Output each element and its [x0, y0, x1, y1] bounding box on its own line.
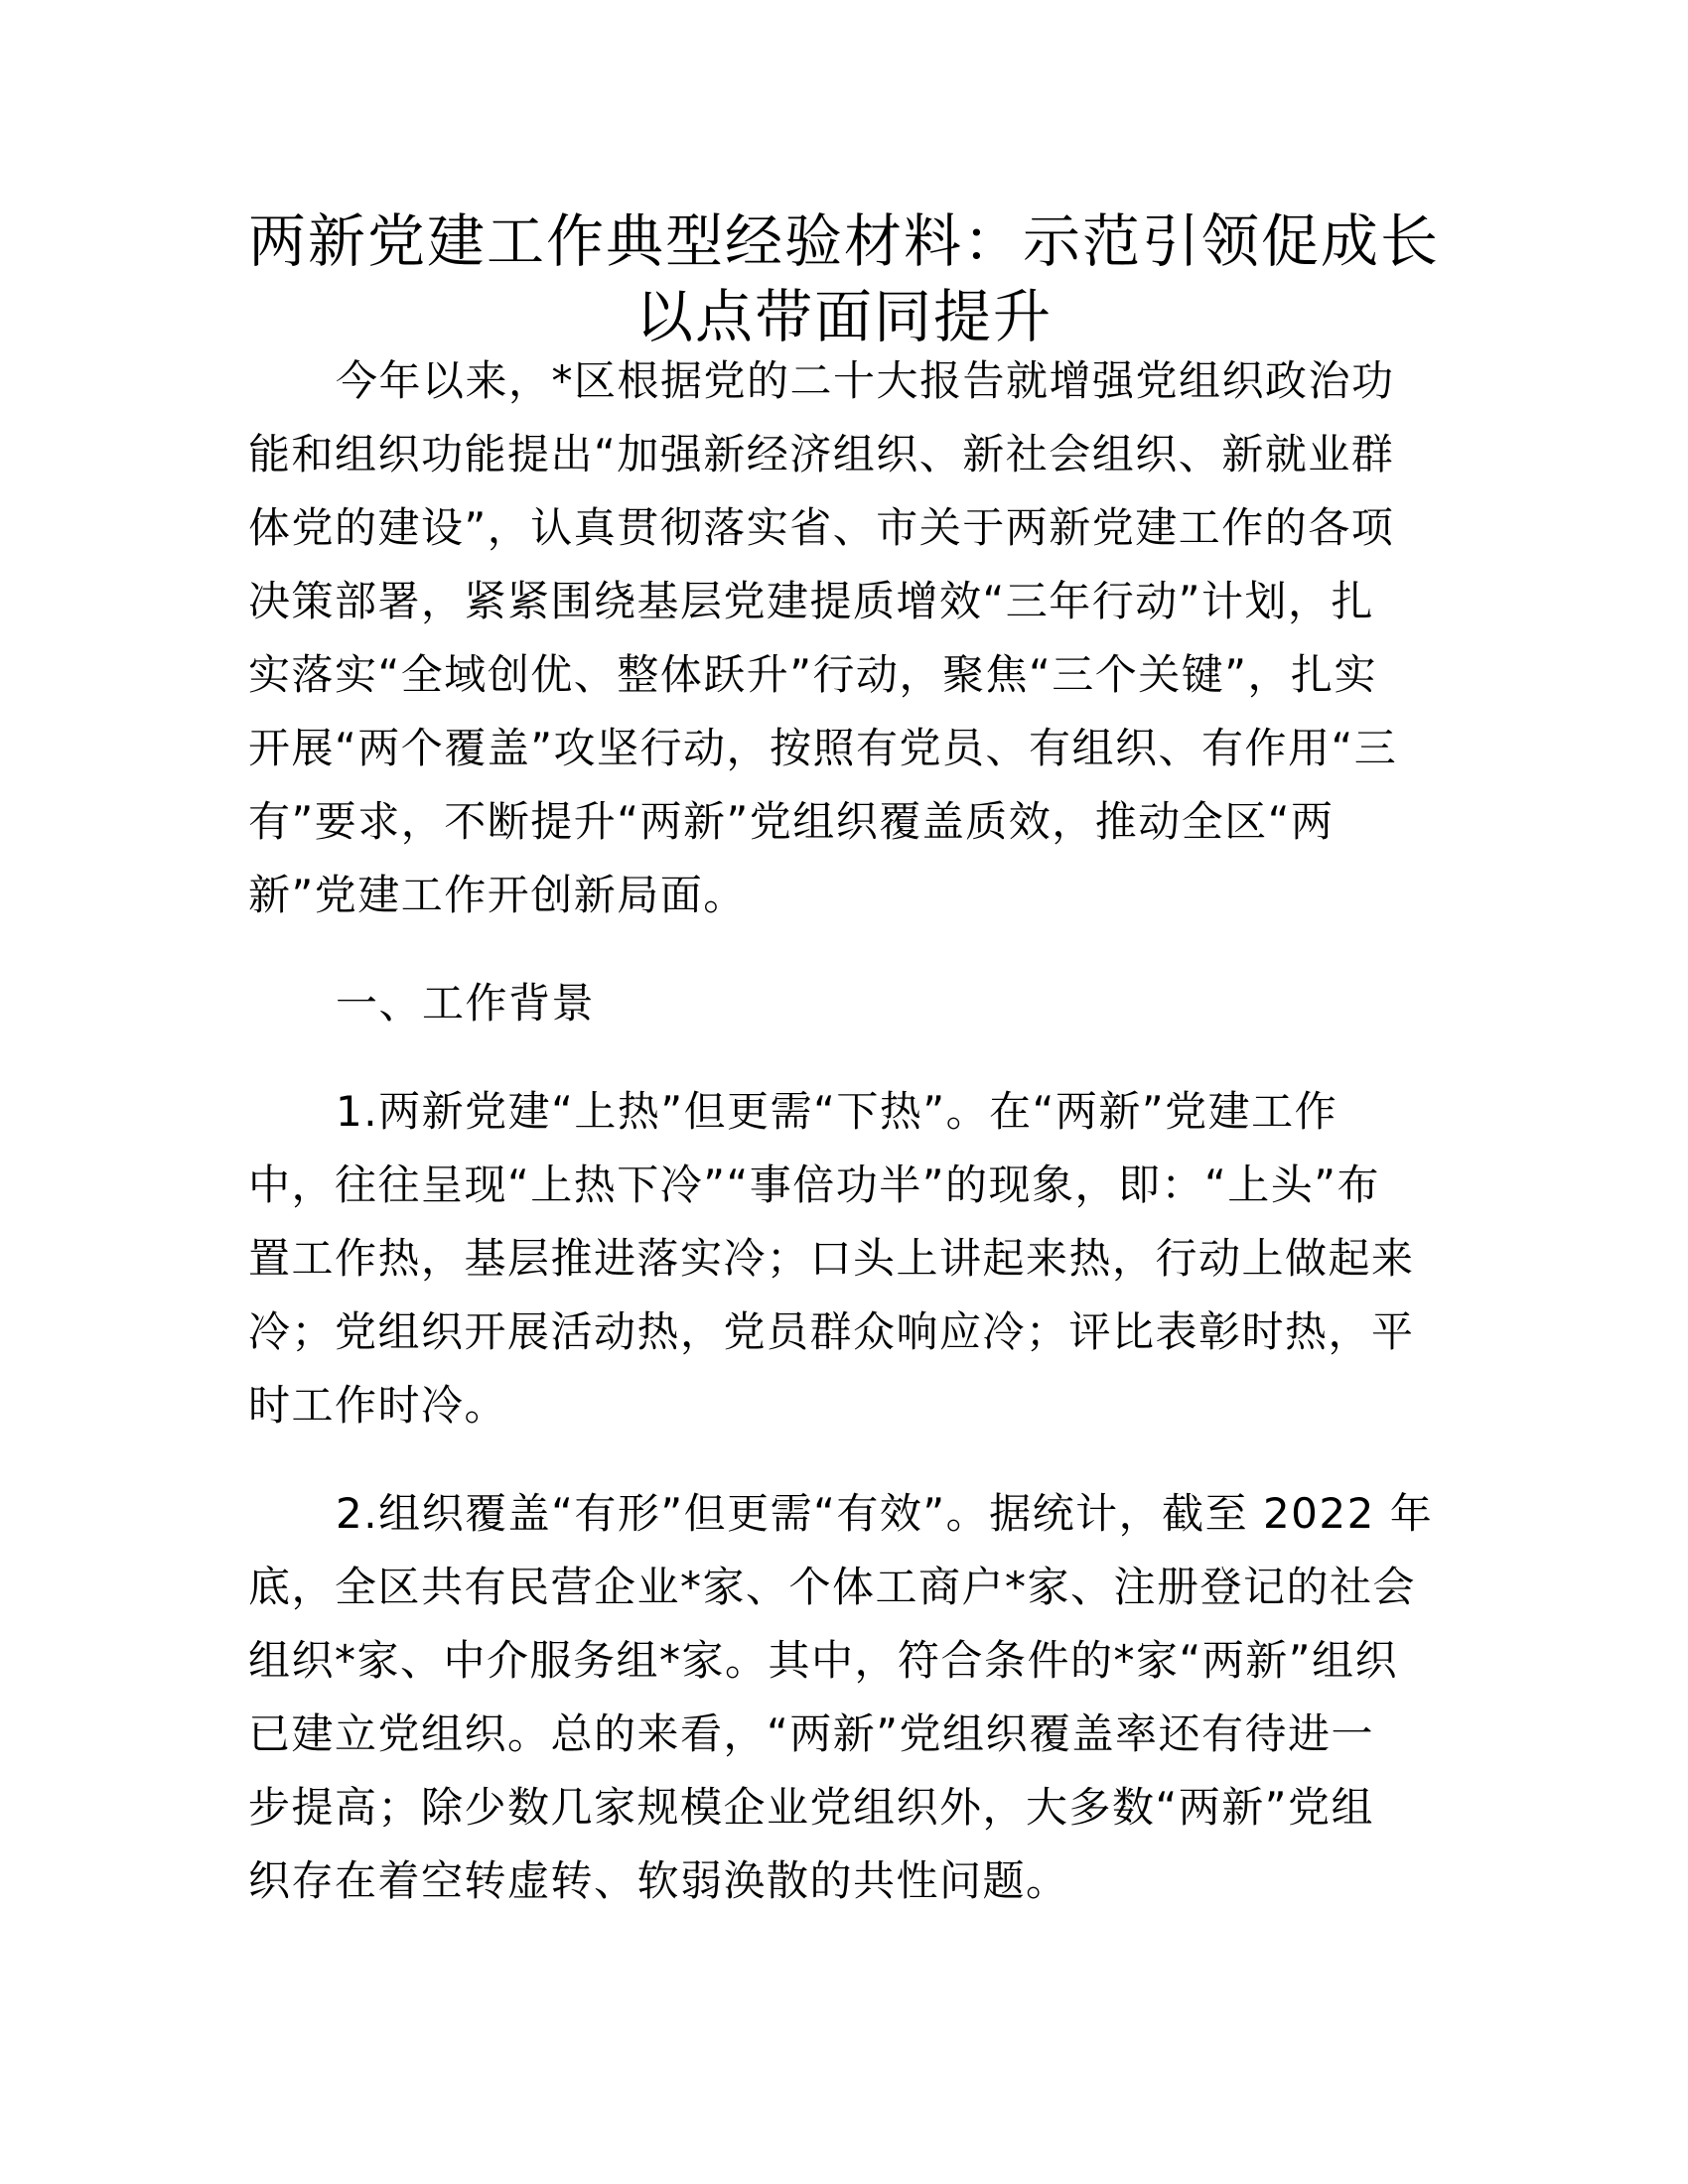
intro-paragraph-line: 今年以来，*区根据党的二十大报告就增强党组织政治功: [336, 356, 1395, 405]
intro-paragraph-line: 体党的建设”，认真贯彻落实省、市关于两新党建工作的各项: [248, 503, 1395, 552]
point2-line: 已建立党组织。总的来看，“两新”党组织覆盖率还有待进一: [248, 1709, 1375, 1758]
intro-paragraph-line: 决策部署，紧紧围绕基层党建提质增效“三年行动”计划，扎: [248, 577, 1375, 625]
intro-paragraph-line: 有”要求，不断提升“两新”党组织覆盖质效，推动全区“两: [248, 797, 1335, 846]
section-heading: 一、工作背景: [336, 979, 596, 1027]
point2-line: 织存在着空转虚转、软弱涣散的共性问题。: [248, 1856, 1069, 1905]
point2-line: 2.组织覆盖“有形”但更需“有效”。据统计，截至 2022 年: [336, 1489, 1434, 1538]
point1-line: 时工作时冷。: [248, 1381, 508, 1430]
document-title-line-1: 两新党建工作典型经验材料：示范引领促成长: [247, 207, 1440, 275]
intro-paragraph-line: 能和组织功能提出“加强新经济组织、新社会组织、新就业群: [248, 430, 1395, 478]
point2-line: 底，全区共有民营企业*家、个体工商户*家、注册登记的社会: [248, 1563, 1417, 1611]
intro-paragraph-line: 实落实“全域创优、整体跃升”行动，聚焦“三个关键”，扎实: [248, 650, 1378, 699]
document-title-line-2: 以点带面同提升: [634, 283, 1053, 350]
intro-paragraph-line: 开展“两个覆盖”攻坚行动，按照有党员、有组织、有作用“三: [248, 724, 1398, 772]
intro-paragraph-line: 新”党建工作开创新局面。: [248, 871, 747, 919]
point1-line: 冷；党组织开展活动热，党员群众响应冷；评比表彰时热，平: [248, 1307, 1415, 1356]
point1-line: 中，往往呈现“上热下冷”“事倍功半”的现象，即：“上头”布: [248, 1160, 1381, 1209]
point2-line: 步提高；除少数几家规模企业党组织外，大多数“两新”党组: [248, 1783, 1375, 1832]
point1-line: 1.两新党建“上热”但更需“下热”。在“两新”党建工作: [336, 1087, 1338, 1136]
point2-line: 组织*家、中介服务组*家。其中，符合条件的*家“两新”组织: [248, 1636, 1399, 1685]
point1-line: 置工作热，基层推进落实冷；口头上讲起来热，行动上做起来: [248, 1234, 1415, 1283]
